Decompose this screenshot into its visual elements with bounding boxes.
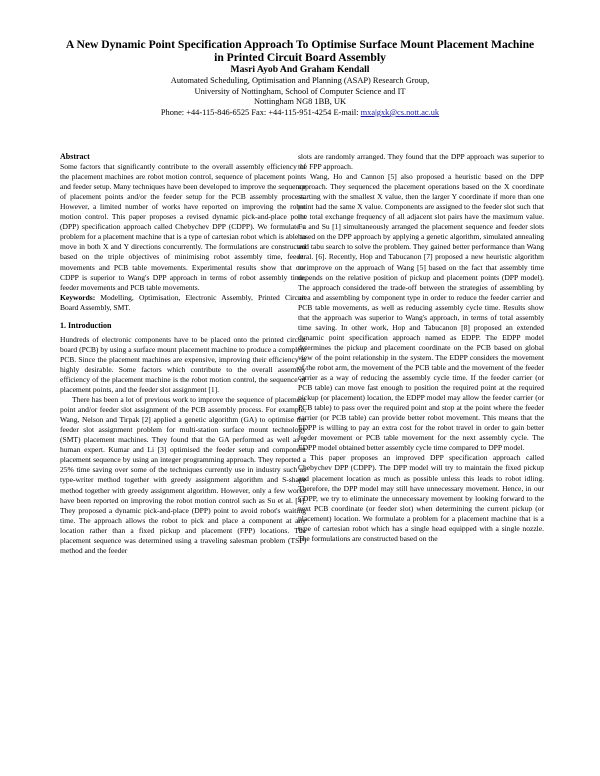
keywords-text: Modelling, Optimisation, Electronic Assembly, Printed Circuit Board Assembly, SMT. bbox=[60, 292, 306, 312]
right-paragraph-2: This paper proposes an improved DPP specification approach called Chebychev DPP (CDPP). The DPP model will try to maintain the fixed pickup and placement location as much as possible unless this leads to robot idling. Therefore, the DPP model may still have unnecessary movement. Hence, in our CDPP, we try to eliminate the unnecessary movement by looking forward to the next PCB coordinate (or feeder slot) when determining the current pickup (or placement) location. We formulate a problem for a placement machine that is a type of cartesian robot which has a single head equipped with a single nozzle. The formulations are constructed based on the bbox=[298, 453, 544, 543]
keywords-label: Keywords: bbox=[60, 292, 96, 302]
right-column bbox=[298, 152, 544, 544]
contact-line bbox=[40, 108, 560, 119]
abstract-text: Some factors that significantly contribute to the overall assembly efficiency of the placement machines are robot motion control, sequence of placement points and feeder setup. Many techniques have been developed to improve the sequence of placement points and/or the feeder setup for the PCB assembly process. However, a limited number of works have reported on improving the robot motion control. This paper proposes a revised dynamic pick-and-place point (DPP) specification approach called Chebychev DPP (CDPP). We formulate a problem for a placement machine that is a type of cartesian robot which is able to move in both X and Y directions concurrently. The formulations are constructed based on the triple objectives of minimising robot assembly time, feeder movements and PCB table movements. Experimental results show that our CDPP is superior to Wang's DPP approach in terms of robot assembly time, feeder movements and PCB table movements. bbox=[60, 162, 306, 292]
contact-numbers: Phone: +44-115-846-6525 Fax: +44-115-951-4254 E-mail: bbox=[160, 107, 361, 117]
right-paragraph-1: Wang, Ho and Cannon [5] also proposed a heuristic based on the DPP approach. They sequenced the placement operations based on the X coordinate starting with the smallest X value, then the larger Y coordinate if more than one point had the same X value. Components are assigned to the feeder slot such that the total exchange frequency of all adjacent slot pairs have the maximum value. Fu and Su [1] simultaneously arranged the placement sequence and feeder slots based on the DPP approach by applying a genetic algorithm, simulated annealing and tabu search to solve the problem. They gained better performance than Wang et al. [6]. Recently, Hop and Tabucanon [7] proposed a new heuristic algorithm to improve on the approach of Wang [5] based on the fact that assembly time depends on the relative position of pickup and placement points (DPP model). The approach considered the trade-off between the strategies of assembling by area and assembling by component type in order to reduce the feeder carrier and PCB table movements, as well as reducing assembly cycle time. Results show that the approach was superior to Wang's approach, in terms of total assembly time saving. In other work, Hop and Tabucanon [8] proposed an extended dynamic point specification approach named as EDPP. The EDPP model determines the pickup and placement coordinate on the PCB based on global view of the point relationship in the system. The EDPP considers the movement of the robot arm, the movement of the PCB table and the movement of the feeder carrier as a way of reducing the assembly cycle time. If the feeder carrier (or PCB table) can move fast enough to position the required point at the required pickup (or placement) location, the EDPP model may allow the feeder carrier (or PCB table) to pass over the required point and stop at the point where the feeder carrier (or PCB table) can provide better robot movement. This means that the EDPP is willing to pay an extra cost for the robot travel in order to gain better feeder movement or PCB table movement for the next assembly cycle. The EDPP model obtained better assembly cycle time compared to DPP model. bbox=[298, 172, 544, 453]
affiliation-line: Nottingham NG8 1BB, UK bbox=[253, 97, 347, 107]
abstract-heading: Abstract bbox=[60, 152, 90, 161]
intro-paragraph-2: There has been a lot of previous work to improve the sequence of placement point and/or feeder slot assignment of the PCB assembly process. For example, Wang, Nelson and Tirpak [2] applied a genetic algorithm (GA) to optimise the feeder slot assignment problem for multi-station surface mount technology (SMT) placement machines. They found that the GA performed as well as a human expert. Kumar and Li [3] optimised the feeder setup and component placement sequence by using an integer programming approach. They reported a 25% time saving over some of the techniques currently use in industry such as type-writer method together with greedy assignment algorithm and S-shape method together with greedy assignment algorithm. However, only a few works have been reported on improving the robot motion control such as Su et al. [4]. They proposed a dynamic pick-and-place (DPP) point to avoid robot's waiting time. The approach allows the robot to pick and place a component at any location rather than a fixed pickup and placement (FPP) locations. The placement sequence was determined using a traveling salesman problem (TSP) method and the feeder bbox=[60, 395, 306, 555]
intro-paragraph-1: Hundreds of electronic components have to be placed onto the printed circuit board (PCB) by using a surface mount placement machine to produce a complete PCB. Since the placement machines are expensive, improving their efficiency is highly desirable. Some factors which contribute to the overall assembly efficiency of the placement machine is the robot motion control, the sequence of placement points, and the feeder slot assignment [1]. bbox=[60, 334, 306, 395]
affiliation-line: Automated Scheduling, Optimisation and Planning (ASAP) Research Group, bbox=[170, 76, 430, 85]
email-link[interactable]: mxa|gxk@cs.nott.ac.uk bbox=[360, 107, 440, 117]
right-paragraph-0: slots are randomly arranged. They found that the DPP approach was superior to the FPP approach. bbox=[298, 152, 544, 172]
left-column bbox=[60, 152, 306, 556]
title-line-1: A New Dynamic Point Specification Approach To Optimise Surface Mount Placement Machine bbox=[65, 38, 535, 51]
affiliation-block bbox=[40, 76, 560, 118]
intro-heading: 1. Introduction bbox=[60, 320, 112, 330]
title-line-2: in Printed Circuit Board Assembly bbox=[214, 51, 386, 64]
affiliation-line: University of Nottingham, School of Computer Science and IT bbox=[194, 86, 406, 96]
paper-title bbox=[40, 38, 560, 64]
keywords bbox=[60, 293, 306, 313]
authors: Masri Ayob And Graham Kendall bbox=[230, 64, 370, 75]
